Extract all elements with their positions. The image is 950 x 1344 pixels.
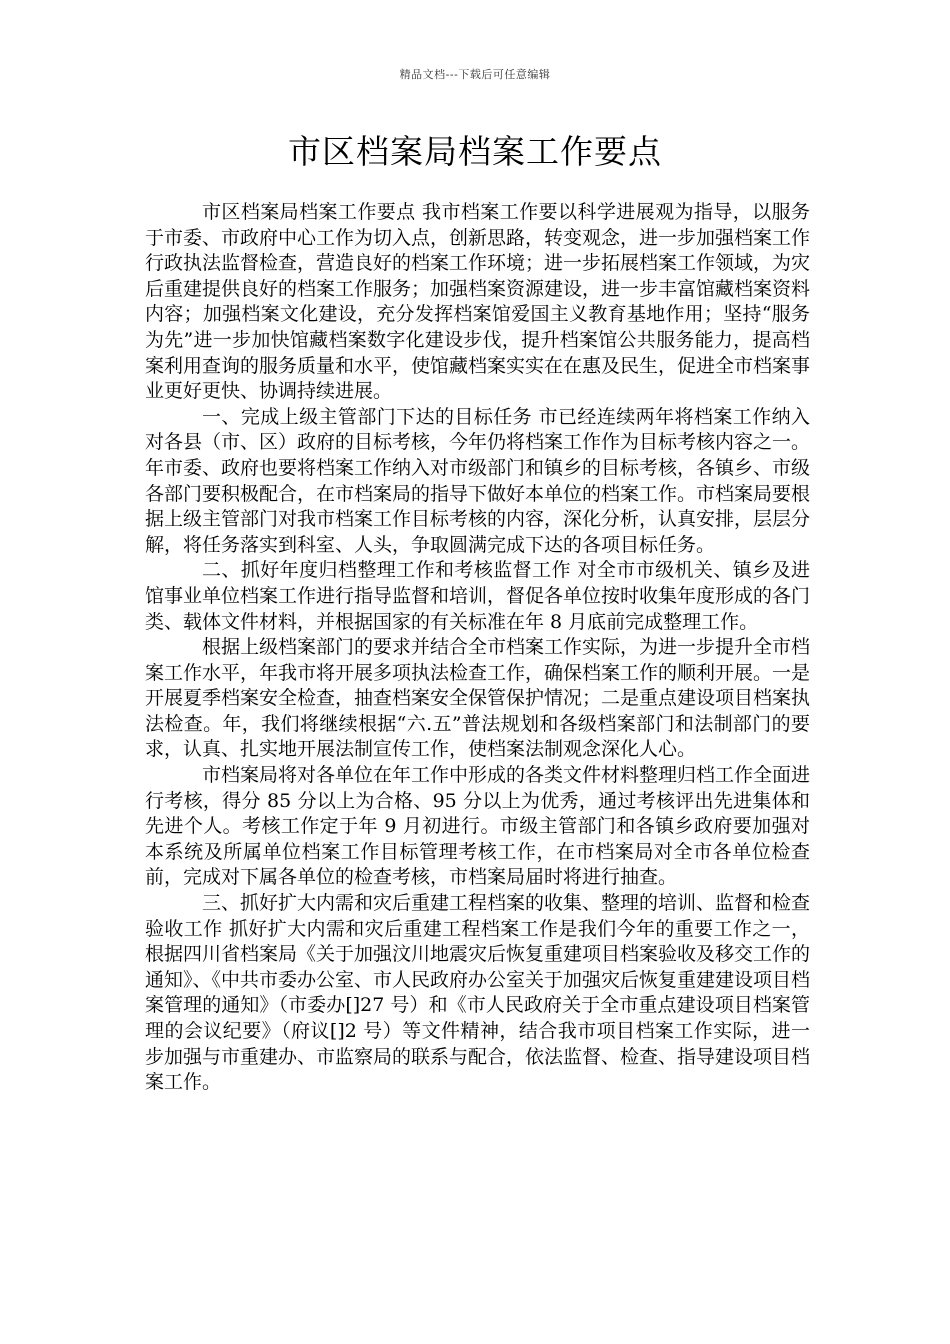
paragraph-section-1: 一、完成上级主管部门下达的目标任务 市已经连续两年将档案工作纳入对各县（市、区）政府的目标考核，今年仍将档案工作作为目标考核内容之一。年市委、政府也要将档案工作纳入对市级部门和镇乡的目标考核，各镇乡、市级各部门要积极配合，在市档案局的指导下做好本单位的档案工作。市档案局要根据上级主管部门对我市档案工作目标考核的内容，深化分析，认真安排，层层分解，将任务落实到科室、人头，争取圆满完成下达的各项目标任务。 [145, 405, 811, 556]
header-note: 精品文档---下载后可任意编辑 [399, 68, 551, 81]
paragraph-intro: 市区档案局档案工作要点 我市档案工作要以科学进展观为指导，以服务于市委、市政府中心工作为切入点，创新思路，转变观念，进一步加强档案工作行政执法监督检查，营造良好的档案工作环境；进一步拓展档案工作领域，为灾后重建提供良好的档案工作服务；加强档案资源建设，进一步丰富馆藏档案资料内容；加强档案文化建设，充分发挥档案馆爱国主义教育基地作用；坚持“服务为先”进一步加快馆藏档案数字化建设步伐，提升档案馆公共服务能力，提高档案利用查询的服务质量和水平，使馆藏档案实实在在惠及民生，促进全市档案事业更好更快、协调持续进展。 [145, 201, 811, 403]
document-body [145, 200, 810, 1096]
document-title: 市区档案局档案工作要点 [288, 132, 662, 171]
paragraph-assessment: 市档案局将对各单位在年工作中形成的各类文件材料整理归档工作全面进行考核，得分 85 分以上为合格、95 分以上为优秀，通过考核评出先进集体和先进个人。考核工作定于年 9 月初进行。市级主管部门和各镇乡政府要加强对本系统及所属单位档案工作目标管理考核工作，在市档案局对全市各单位检查前，完成对下属各单位的检查考核，市档案局届时将进行抽查。 [145, 764, 811, 889]
paragraph-section-2: 二、抓好年度归档整理工作和考核监督工作 对全市市级机关、镇乡及进馆事业单位档案工作进行指导监督和培训，督促各单位按时收集年度形成的各门类、载体文件材料，并根据国家的有关标准在年 8 月底前完成整理工作。 [145, 559, 811, 633]
paragraph-section-3: 三、抓好扩大内需和灾后重建工程档案的收集、整理的培训、监督和检查验收工作 抓好扩大内需和灾后重建工程档案工作是我们今年的重要工作之一，根据四川省档案局《关于加强汶川地震灾后恢复重建项目档案验收及移交工作的通知》、《中共市委办公室、市人民政府办公室关于加强灾后恢复重建建设项目档案管理的通知》（市委办[]27 号）和《市人民政府关于全市重点建设项目档案管理的会议纪要》（府议[]2 号）等文件精神，结合我市项目档案工作实际，进一步加强与市重建办、市监察局的联系与配合，依法监督、检查、指导建设项目档案工作。 [145, 892, 811, 1094]
paragraph-inspection: 根据上级档案部门的要求并结合全市档案工作实际，为进一步提升全市档案工作水平，年我市将开展多项执法检查工作，确保档案工作的顺利开展。一是开展夏季档案安全检查，抽查档案安全保管保护情况；二是重点建设项目档案执法检查。年，我们将继续根据“六.五”普法规划和各级档案部门和法制部门的要求，认真、扎实地开展法制宣传工作，使档案法制观念深化人心。 [145, 636, 811, 761]
